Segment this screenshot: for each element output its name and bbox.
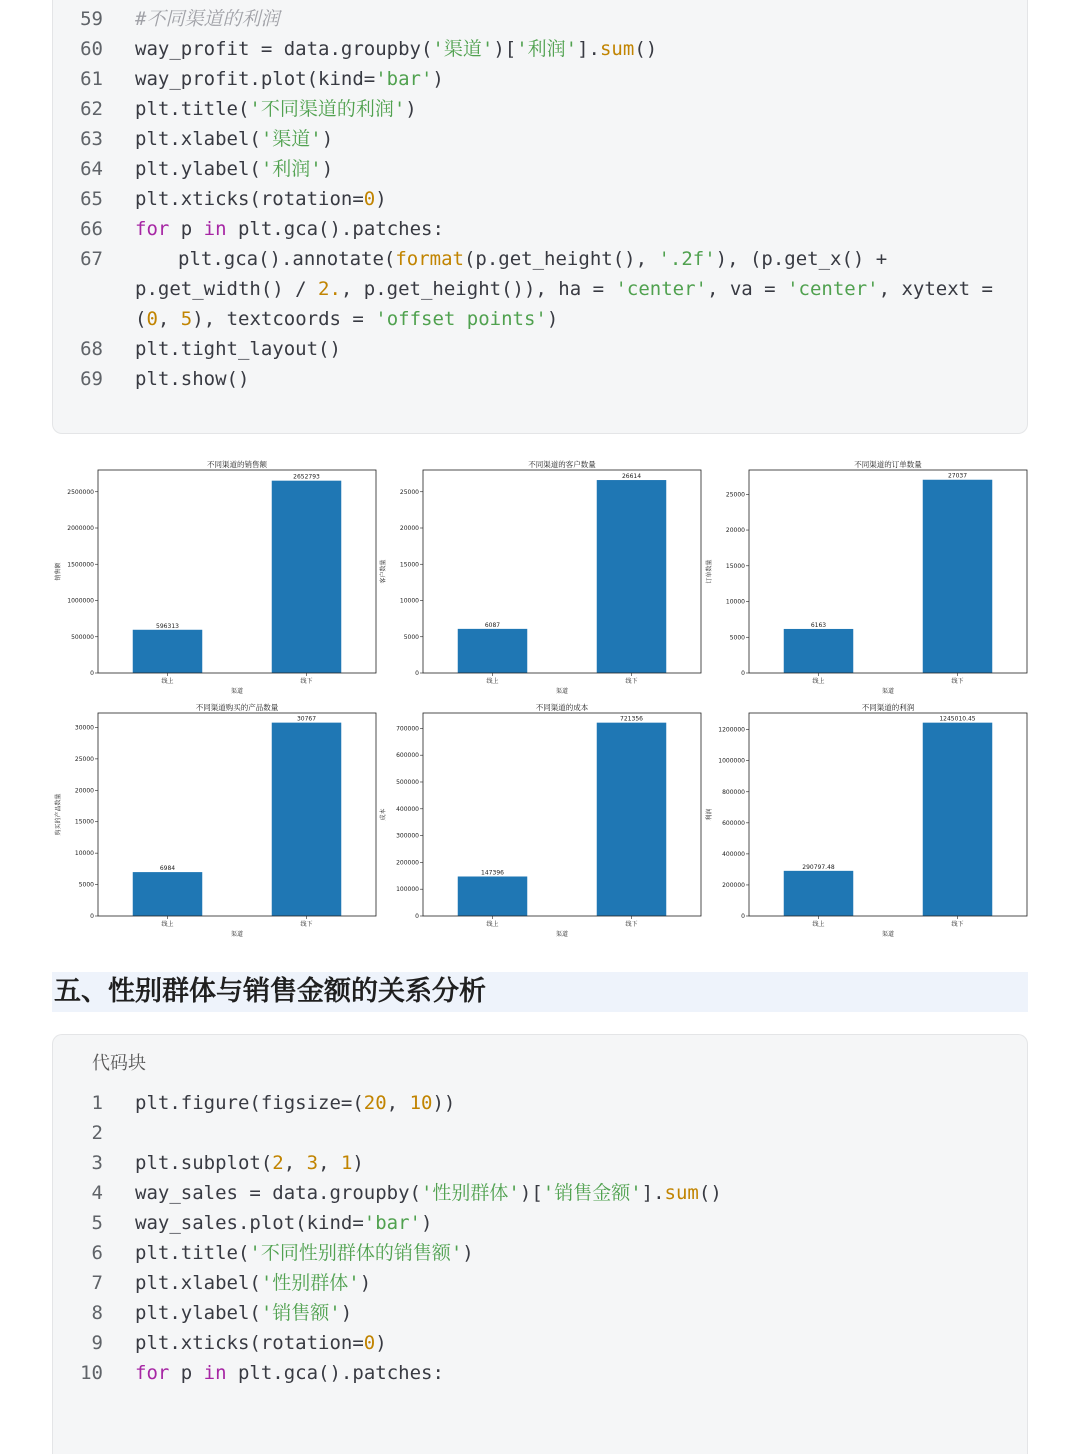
code-token: 2. [318,278,341,300]
code-token: plt.ylabel( [135,1302,261,1324]
bar-chart [379,702,701,938]
y-tick-label: 0 [415,670,419,677]
code-token: ) [405,98,417,120]
y-tick-label: 0 [741,913,745,920]
code-token: )[ [493,38,517,60]
x-tick-label: 线下 [625,921,638,928]
line-number: 69 [80,368,103,390]
x-tick-label: 线下 [625,678,638,685]
y-tick-label: 10000 [74,850,94,858]
x-tick-label: 线上 [812,921,825,928]
data-label: 596313 [156,622,179,630]
y-tick-label: 1500000 [67,561,94,569]
code-token: 10 [409,1092,433,1114]
y-tick-label: 15000 [399,561,419,569]
line-number: 10 [80,1362,103,1384]
line-number: 7 [91,1272,103,1294]
code-token: 1 [340,1152,353,1174]
x-tick-label: 线上 [486,678,499,685]
code-text [178,244,887,274]
code-token: ) [340,1302,353,1324]
y-tick-label: 500000 [396,778,419,786]
x-tick-label: 线上 [812,678,825,685]
code-token: #不同渠道的利润 [135,8,280,30]
code-text [135,214,444,244]
x-tick-label: 线上 [161,678,174,685]
data-label: 6984 [159,865,176,873]
code-token: plt.tight_layout() [135,338,341,360]
y-tick-label: 20000 [725,527,745,535]
y-tick-label: 100000 [396,886,419,894]
code-token: )[ [519,1182,543,1204]
x-tick-label: 线下 [300,678,313,685]
line-number: 66 [80,218,103,240]
code-token: plt.figure(figsize=( [135,1092,364,1114]
data-label: 6163 [810,621,827,629]
code-token: ]. [641,1182,665,1204]
code-token: plt.xticks(rotation= [135,1332,364,1354]
code-line [53,1208,1027,1238]
line-number: 1 [91,1092,103,1114]
y-tick-label: 5000 [78,881,94,889]
code-text [135,364,249,394]
y-axis-label: 销售额 [55,562,62,581]
y-tick-label: 400000 [396,805,419,813]
bar [458,876,528,916]
code-token: 0 [363,188,376,210]
y-tick-label: 800000 [722,788,745,796]
y-tick-label: 20000 [74,787,94,795]
y-tick-label: 700000 [396,725,419,733]
code-token: '渠道' [432,38,494,60]
data-label: 1245010.45 [939,715,976,723]
code-text [135,94,417,124]
code-token: p [169,1362,204,1384]
code-token: , [283,1152,307,1174]
y-tick-label: 25000 [725,491,745,499]
code-token: way_sales = data.groupby( [135,1182,421,1204]
x-axis-label: 渠道 [230,688,244,695]
code-token: '销售额' [260,1302,341,1324]
y-axis-label: 利润 [706,808,713,821]
x-tick-label: 线下 [951,678,964,685]
code-token: 'bar' [363,1212,421,1234]
code-line [53,154,1027,184]
code-line [53,64,1027,94]
bar [272,481,342,673]
code-text [135,124,333,154]
y-tick-label: 5000 [729,634,745,642]
y-tick-label: 1000000 [67,597,94,605]
x-axis-label: 渠道 [881,688,895,695]
code-token: '性别群体' [260,1272,360,1294]
code-line [53,304,1027,334]
code-text [135,304,558,334]
code-token: , [318,1152,341,1174]
code-token: '.2f' [658,248,716,270]
code-token: in [203,218,227,240]
data-label: 30767 [296,715,317,723]
code-token: ( [135,308,147,330]
code-token: plt.gca().annotate( [178,248,396,270]
code-text [135,1178,722,1208]
bar [133,630,203,673]
code-token: way_sales.plot(kind= [135,1212,364,1234]
y-tick-label: 25000 [74,755,94,763]
y-tick-label: 2500000 [67,488,94,496]
x-tick-label: 线上 [486,921,499,928]
code-token: () [634,38,658,60]
code-token: 'bar' [375,68,433,90]
code-token: format [395,248,464,270]
code-line [53,244,1027,274]
bar [133,872,203,916]
line-number: 2 [91,1122,103,1144]
data-label: 2652793 [293,473,320,481]
code-token: ) [375,1332,387,1354]
code-token: '利润' [260,158,322,180]
y-tick-label: 300000 [396,832,419,840]
code-token: ) [432,68,444,90]
line-number: 60 [80,38,103,60]
y-tick-label: 0 [90,670,94,677]
code-token: '销售金额' [542,1182,642,1204]
code-line [53,1268,1027,1298]
code-token: 20 [363,1092,387,1114]
code-line [53,1088,1027,1118]
code-token: , [157,308,181,330]
line-number: 59 [80,8,103,30]
code-text [135,1298,352,1328]
code-token: p [169,218,204,240]
code-token: , va = [706,278,788,300]
code-text [135,1088,455,1118]
code-token: plt.xlabel( [135,1272,261,1294]
section-heading [52,972,1028,1012]
y-tick-label: 15000 [74,818,94,826]
bar [784,871,854,916]
code-line [53,1118,1027,1148]
code-line [53,1148,1027,1178]
line-number: 3 [91,1152,103,1174]
code-lines [53,4,1027,394]
code-token: 'center' [787,278,879,300]
line-number: 61 [80,68,103,90]
code-token: ) [375,188,387,210]
y-axis-label: 成本 [380,808,387,821]
code-line [53,1328,1027,1358]
code-token: 3 [306,1152,319,1174]
code-token: in [203,1362,227,1384]
code-token: '不同性别群体的销售额' [249,1242,463,1264]
y-tick-label: 10000 [399,597,419,605]
code-block-bottom [52,1034,1028,1454]
y-tick-label: 10000 [725,598,745,606]
code-text [135,1328,387,1358]
code-line [53,274,1027,304]
code-line [53,1358,1027,1388]
code-token: )) [432,1092,456,1114]
bar [458,629,528,673]
y-tick-label: 400000 [722,850,745,858]
code-token: sum [664,1182,699,1204]
x-tick-label: 线下 [300,921,313,928]
code-line [53,1298,1027,1328]
code-token: ]. [577,38,600,60]
y-tick-label: 2000000 [67,525,94,532]
y-tick-label: 20000 [399,525,419,532]
data-label: 147396 [481,869,504,877]
y-tick-label: 600000 [396,752,419,760]
code-token: 'center' [615,278,707,300]
code-token: ) [420,1212,433,1234]
bar-chart [54,702,376,938]
code-text [135,1238,474,1268]
code-line [53,1178,1027,1208]
data-label: 27037 [947,472,968,480]
code-token: '性别群体' [420,1182,520,1204]
data-label: 6087 [484,621,501,629]
y-tick-label: 15000 [725,562,745,570]
y-tick-label: 1200000 [718,726,745,734]
line-number: 4 [91,1182,103,1204]
code-token: , [386,1092,410,1114]
code-text [135,154,333,184]
code-token: 0 [363,1332,376,1354]
x-axis-label: 渠道 [555,688,569,695]
code-token: way_profit.plot(kind= [135,68,376,90]
code-line [53,184,1027,214]
code-text [135,34,657,64]
code-line [53,94,1027,124]
data-label: 290797.48 [802,863,835,871]
bar-chart [54,459,376,695]
code-token: , xytext = [878,278,993,300]
code-token: ) [546,308,559,330]
code-text [135,64,444,94]
code-token: 'offset points' [375,308,547,330]
code-token: plt.xlabel( [135,128,261,150]
code-text [135,1268,371,1298]
code-token: for [135,218,170,240]
code-token: plt.ylabel( [135,158,261,180]
code-block-label: 代码块 [92,1053,146,1074]
y-tick-label: 600000 [722,819,745,827]
x-tick-label: 线下 [951,921,964,928]
line-number: 68 [80,338,103,360]
y-tick-label: 200000 [396,859,419,867]
code-token: p.get_width() / [135,278,319,300]
line-number: 8 [91,1302,103,1324]
code-token: for [135,1362,170,1384]
code-token: '利润' [516,38,578,60]
y-tick-label: 0 [415,913,419,920]
line-number: 64 [80,158,103,180]
chart-grid [52,452,1028,944]
code-token: plt.title( [135,1242,250,1264]
x-axis-label: 渠道 [555,931,569,938]
line-number: 9 [91,1332,103,1354]
code-token: plt.gca().patches: [226,218,444,240]
code-line [53,1238,1027,1268]
code-token: ) [462,1242,474,1264]
line-number: 63 [80,128,103,150]
line-number: 62 [80,98,103,120]
code-line [53,364,1027,394]
bar-chart [379,459,701,695]
bar [784,629,854,673]
code-token: ) [352,1152,364,1174]
code-text [135,1148,364,1178]
code-token: () [698,1182,722,1204]
bar-chart [705,702,1027,938]
code-token: 2 [272,1152,284,1174]
code-token: ) [321,158,334,180]
data-label: 721356 [620,715,643,723]
code-line [53,214,1027,244]
code-block-top [52,0,1028,434]
x-tick-label: 线上 [161,921,174,928]
code-token: '不同渠道的利润' [249,98,406,120]
code-text [135,4,279,34]
chart-title: 不同渠道的客户数量 [528,460,596,469]
y-tick-label: 5000 [403,633,419,641]
chart-title: 不同渠道购买的产品数量 [195,703,279,712]
code-token: sum [599,38,635,60]
chart-title: 不同渠道的订单数量 [854,460,922,469]
code-text [135,334,341,364]
code-token: plt.title( [135,98,250,120]
code-token: ) [321,128,334,150]
y-tick-label: 25000 [399,488,419,496]
chart-title: 不同渠道的销售额 [207,460,267,469]
bar [923,480,993,673]
y-tick-label: 0 [741,670,745,677]
code-token: plt.xticks(rotation= [135,188,364,210]
y-tick-label: 200000 [722,881,745,889]
y-axis-label: 订单数量 [706,559,713,584]
code-token: 0 [146,308,158,330]
code-text [135,274,993,304]
code-token: 5 [180,308,193,330]
code-token: (p.get_height(), [463,248,659,270]
chart-title: 不同渠道的利润 [861,703,915,712]
code-token: plt.gca().patches: [226,1362,444,1384]
code-token: ) [359,1272,372,1294]
y-tick-label: 1000000 [718,757,745,765]
y-axis-label: 客户数量 [380,559,387,584]
line-number: 6 [91,1242,103,1264]
line-number: 67 [80,248,103,270]
bar [923,723,993,916]
line-number: 65 [80,188,103,210]
code-token: way_profit = data.groupby( [135,38,433,60]
line-number: 5 [91,1212,103,1234]
section-title-text: 五、性别群体与销售金额的关系分析 [54,976,486,1007]
code-text [135,1358,444,1388]
code-line [53,334,1027,364]
bar-chart [705,459,1027,695]
x-axis-label: 渠道 [881,931,895,938]
y-tick-label: 500000 [71,633,94,641]
code-line [53,124,1027,154]
code-token: '渠道' [260,128,322,150]
x-axis-label: 渠道 [230,931,244,938]
code-token: ), (p.get_x() + [715,248,888,270]
code-lines [53,1088,1027,1388]
bar [597,723,667,916]
code-text [135,184,387,214]
code-line [53,4,1027,34]
code-token: plt.show() [135,368,250,390]
chart-title: 不同渠道的成本 [535,703,589,712]
y-axis-label: 购买的产品数量 [55,793,62,836]
code-token: ), textcoords = [192,308,376,330]
code-text [135,1208,432,1238]
data-label: 26614 [621,473,642,481]
bar [597,480,667,673]
y-tick-label: 30000 [74,724,94,732]
bar [272,723,342,916]
code-token: plt.subplot( [135,1152,273,1174]
code-line [53,34,1027,64]
y-tick-label: 0 [90,913,94,920]
code-token: , p.get_height()), ha = [340,278,616,300]
